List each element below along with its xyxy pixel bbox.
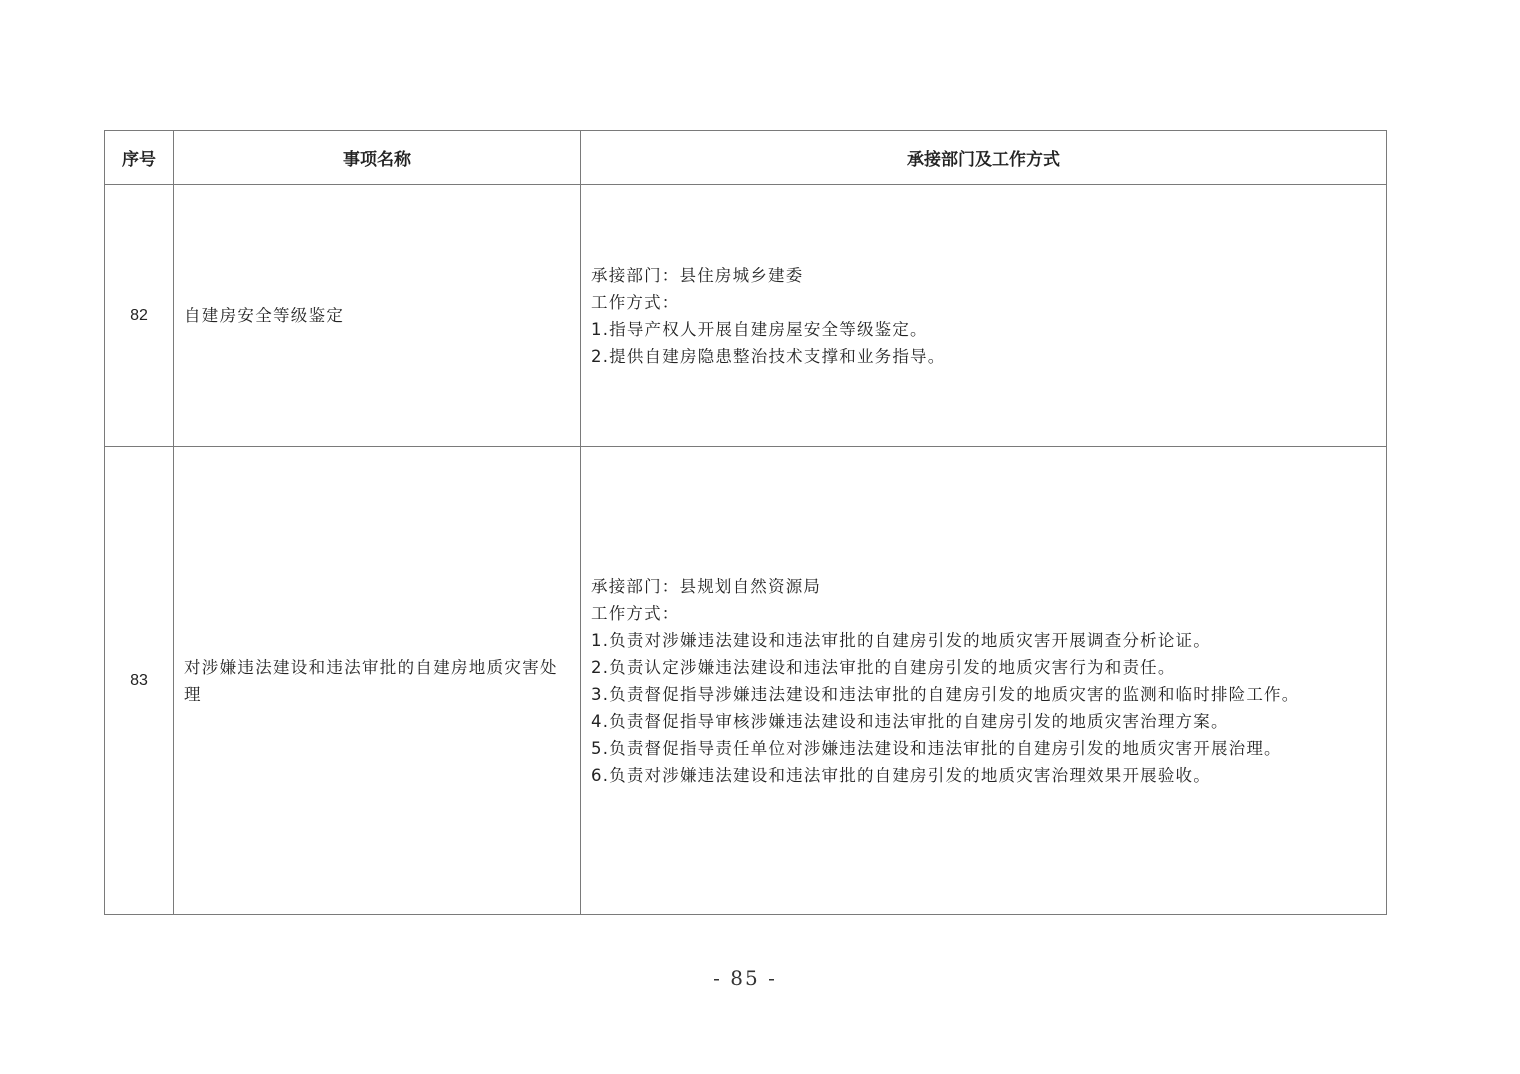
row-dept-method	[581, 185, 1387, 447]
row-item-name: 对涉嫌违法建设和违法审批的自建房地质灾害处理	[174, 447, 581, 915]
header-dept: 承接部门及工作方式	[581, 131, 1387, 185]
table-row	[105, 447, 1387, 915]
row-dept-method	[581, 447, 1387, 915]
method-label: 工作方式：	[591, 603, 680, 623]
method-line: 1.负责对涉嫌违法建设和违法审批的自建房引发的地质灾害开展调查分析论证。	[591, 630, 1211, 650]
method-line: 4.负责督促指导审核涉嫌违法建设和违法审批的自建房引发的地质灾害治理方案。	[591, 711, 1229, 731]
row-item-name: 自建房安全等级鉴定	[174, 185, 581, 447]
items-table	[104, 130, 1387, 915]
header-seq: 序号	[105, 131, 174, 185]
method-line: 6.负责对涉嫌违法建设和违法审批的自建房引发的地质灾害治理效果开展验收。	[591, 765, 1211, 785]
method-line: 2.负责认定涉嫌违法建设和违法审批的自建房引发的地质灾害行为和责任。	[591, 657, 1176, 677]
method-label: 工作方式：	[591, 292, 680, 312]
method-line: 3.负责督促指导涉嫌违法建设和违法审批的自建房引发的地质灾害的监测和临时排险工作。	[591, 684, 1300, 704]
method-line: 1.指导产权人开展自建房屋安全等级鉴定。	[591, 319, 928, 339]
dept-line: 承接部门：县规划自然资源局	[591, 576, 822, 596]
header-name: 事项名称	[174, 131, 581, 185]
row-seq: 83	[105, 447, 174, 915]
table-header-row	[105, 131, 1387, 185]
method-line: 2.提供自建房隐患整治技术支撑和业务指导。	[591, 346, 946, 366]
method-line: 5.负责督促指导责任单位对涉嫌违法建设和违法审批的自建房引发的地质灾害开展治理。	[591, 738, 1282, 758]
dept-line: 承接部门：县住房城乡建委	[591, 265, 804, 285]
row-seq: 82	[105, 185, 174, 447]
page-number: - 85 -	[713, 966, 777, 990]
table-row	[105, 185, 1387, 447]
